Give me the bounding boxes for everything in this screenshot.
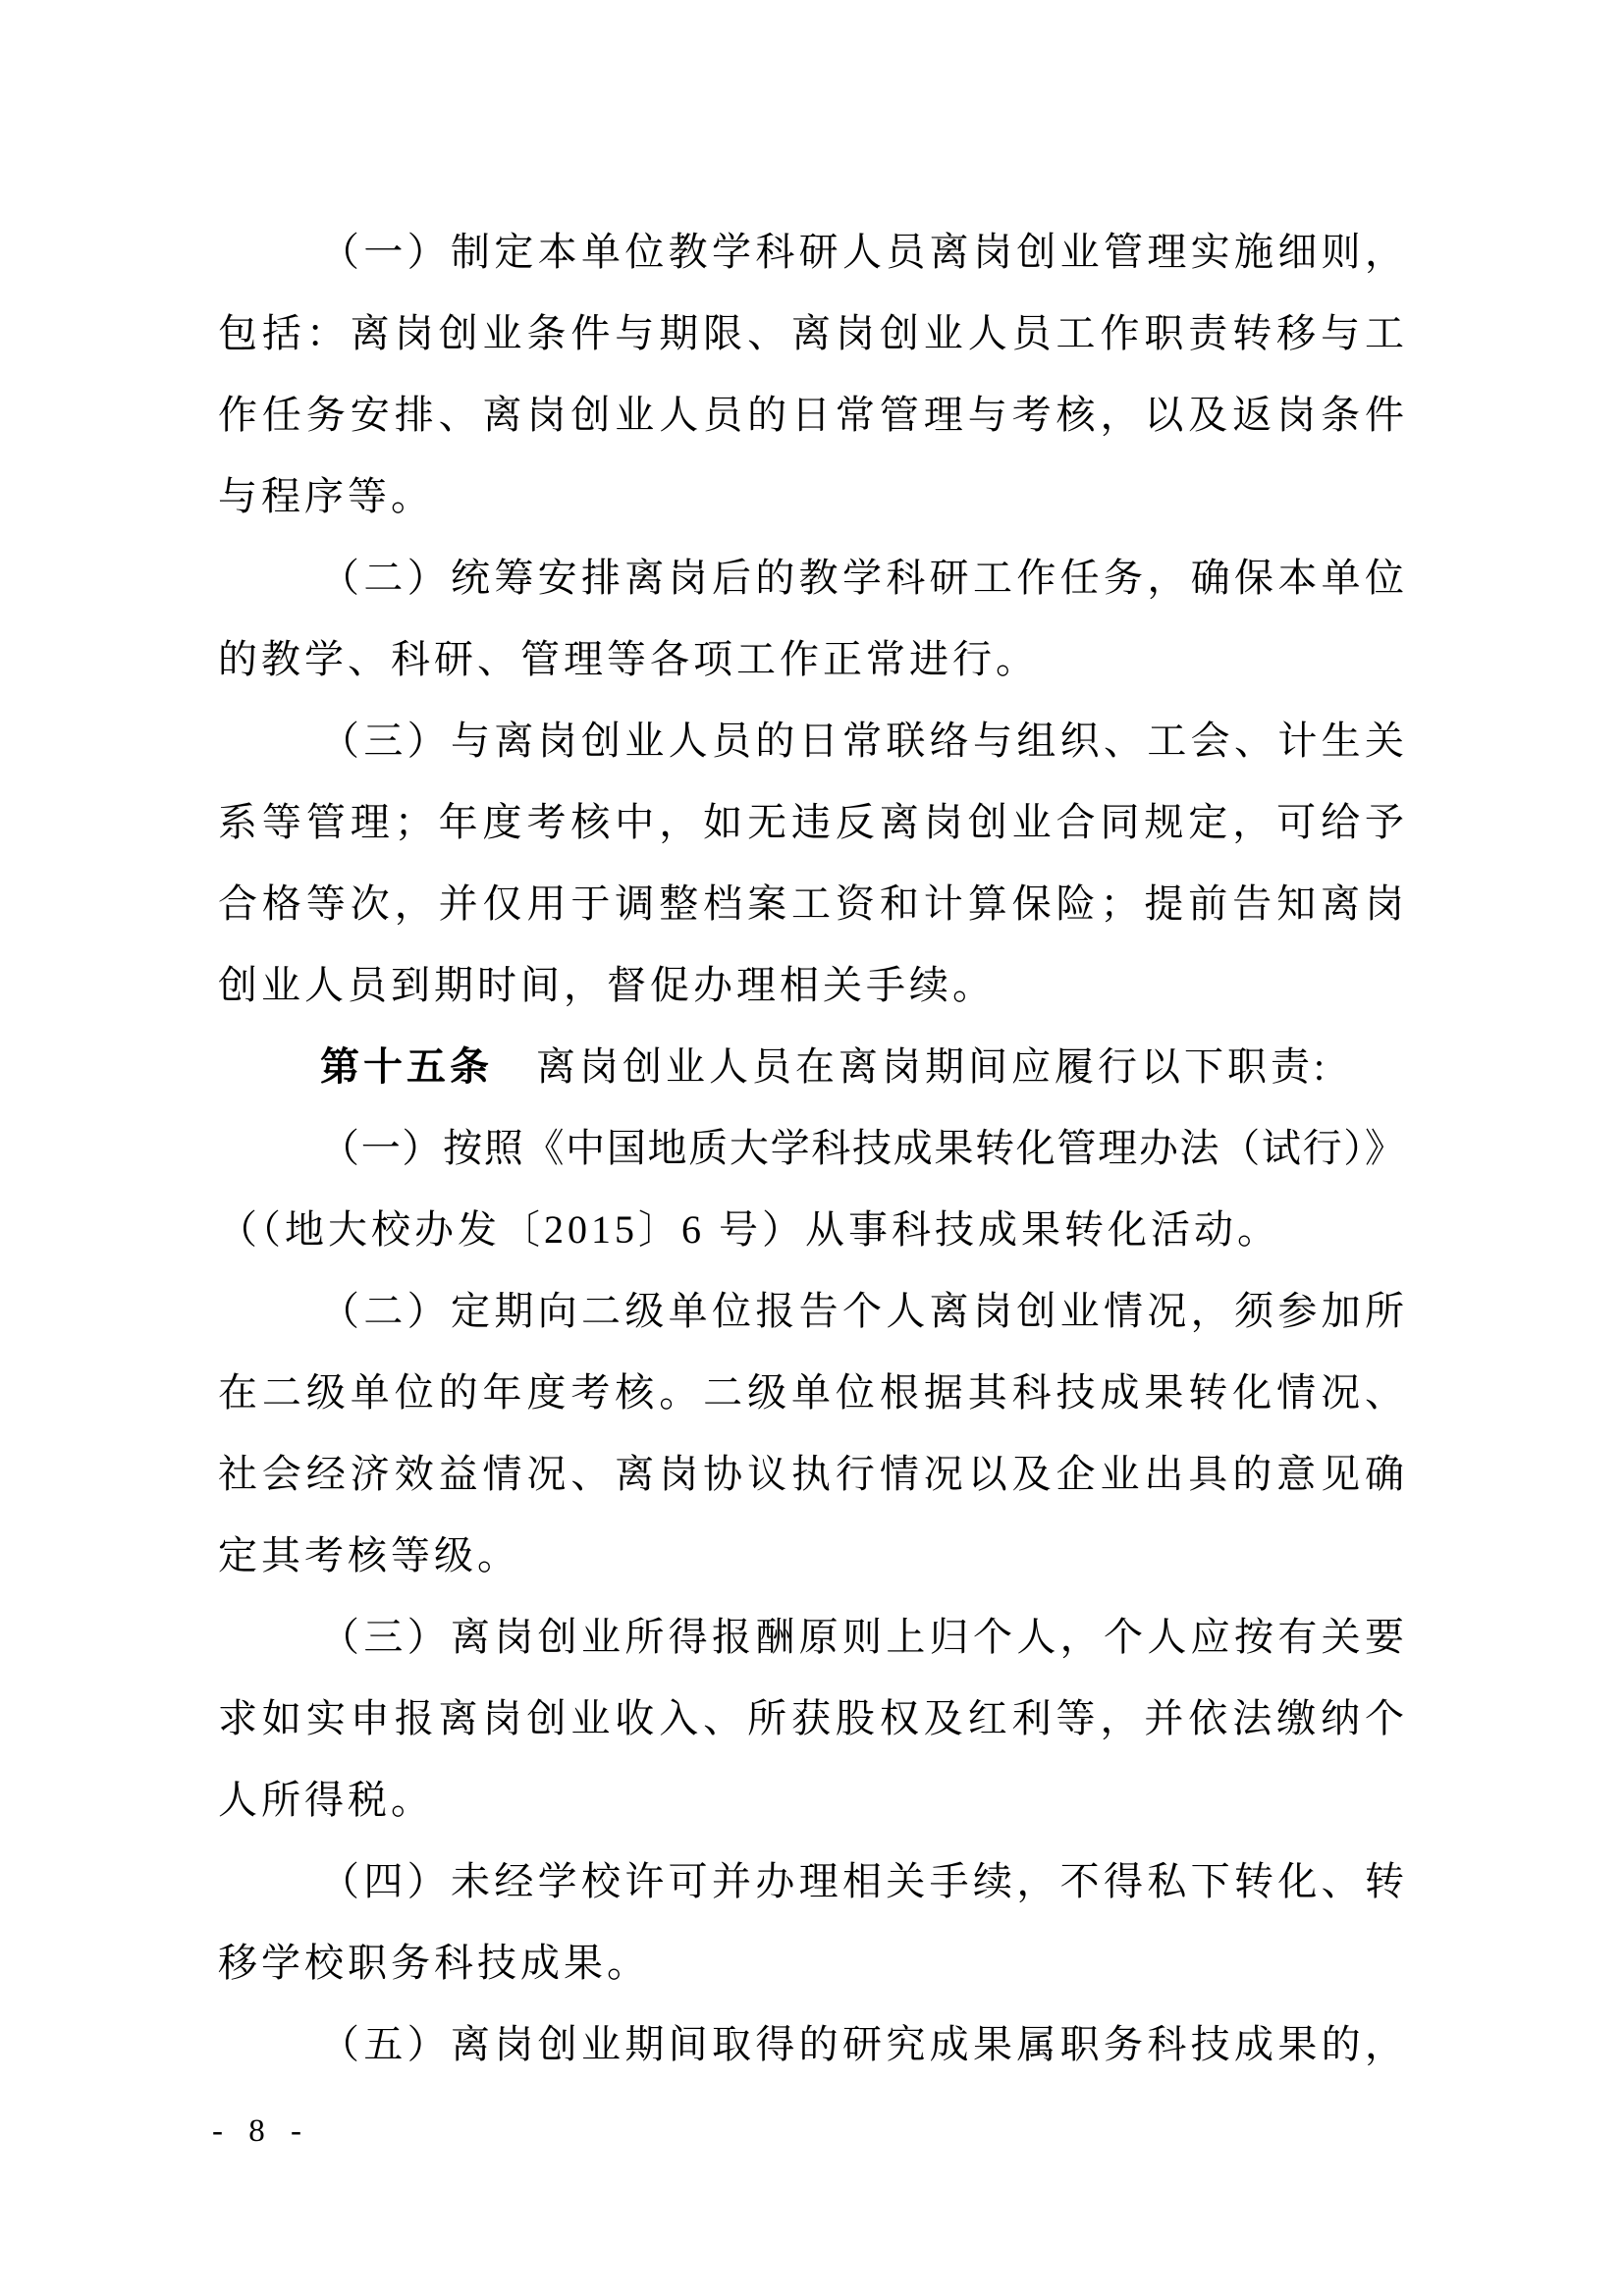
text-line: 定其考核等级。 — [218, 1533, 520, 1577]
text-line: 人所得税。 — [218, 1778, 434, 1822]
text-line: （二）定期向二级单位报告个人离岗创业情况，须参加所 — [320, 1289, 1404, 1333]
text-line: 合格等次，并仅用于调整档案工资和计算保险；提前告知离岗 — [218, 881, 1404, 926]
page-number: - 8 - — [212, 2113, 310, 2149]
article-heading-text: 离岗创业人员在离岗期间应履行以下职责: — [493, 1044, 1329, 1089]
text-line: 求如实申报离岗创业收入、所获股权及红利等，并依法缴纳个 — [218, 1696, 1404, 1740]
text-line: 作任务安排、离岗创业人员的日常管理与考核，以及返岗条件 — [218, 393, 1404, 437]
text-line: （一）制定本单位教学科研人员离岗创业管理实施细则， — [320, 230, 1404, 274]
text-line: 移学校职务科技成果。 — [218, 1941, 650, 1985]
text-line: （三）离岗创业所得报酬原则上归个人，个人应按有关要 — [320, 1615, 1404, 1659]
text-line: （二）统筹安排离岗后的教学科研工作任务，确保本单位 — [320, 556, 1404, 600]
text-line: （一）按照《中国地质大学科技成果转化管理办法（试行）》 — [320, 1126, 1404, 1170]
text-line: 社会经济效益情况、离岗协议执行情况以及企业出具的意见确 — [218, 1452, 1404, 1496]
document-page — [218, 211, 1404, 2085]
text-line: 包括：离岗创业条件与期限、离岗创业人员工作职责转移与工 — [218, 311, 1404, 355]
article-number: 第十五条 — [320, 1044, 493, 1089]
text-line: （四）未经学校许可并办理相关手续，不得私下转化、转 — [320, 1859, 1404, 1903]
text-line article-15-heading — [218, 1026, 1404, 1107]
text-line: （三）与离岗创业人员的日常联络与组织、工会、计生关 — [320, 719, 1404, 763]
text-line: 与程序等。 — [218, 474, 434, 518]
text-line: 系等管理；年度考核中，如无违反离岗创业合同规定，可给予 — [218, 800, 1404, 844]
text-line: 在二级单位的年度考核。二级单位根据其科技成果转化情况、 — [218, 1370, 1404, 1415]
text-line: （五）离岗创业期间取得的研究成果属职务科技成果的， — [320, 2022, 1404, 2066]
text-line: （（地大校办发〔2015〕6 号）从事科技成果转化活动。 — [218, 1207, 1280, 1252]
text-line: 的教学、科研、管理等各项工作正常进行。 — [218, 637, 1039, 681]
text-line: 创业人员到期时间，督促办理相关手续。 — [218, 963, 996, 1007]
